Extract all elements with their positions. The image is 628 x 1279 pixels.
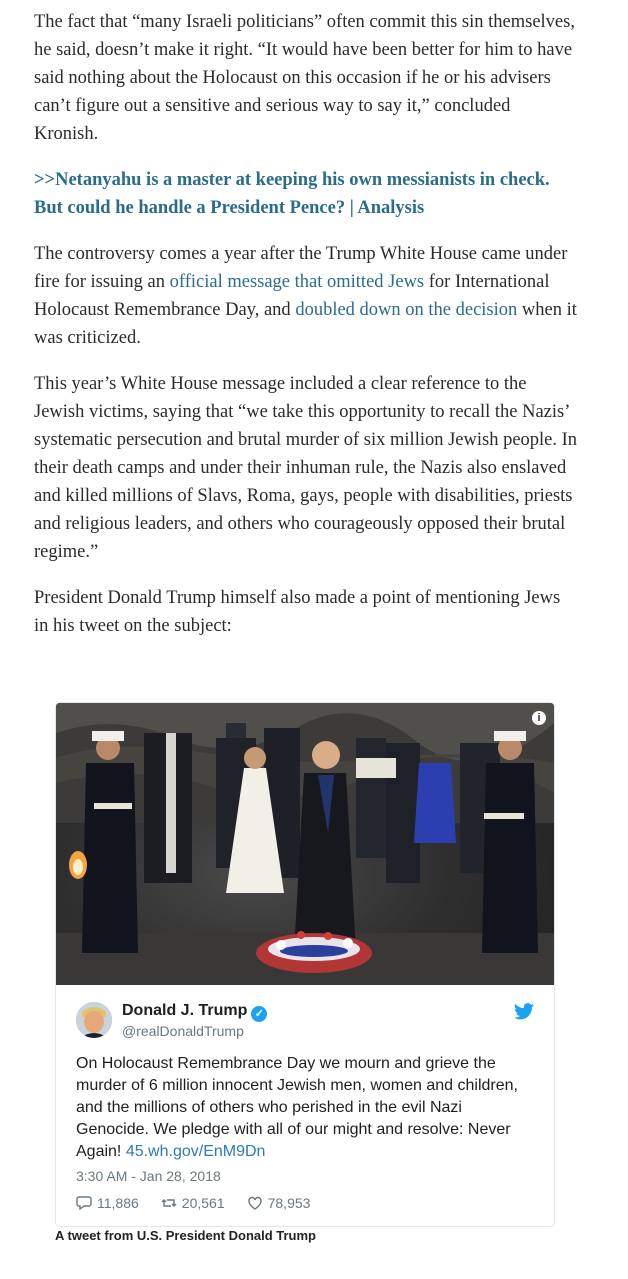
paragraph-text: The controversy comes a year after the Trump White House came under fire for issuing an xyxy=(34,244,568,292)
article-body xyxy=(34,8,579,658)
paragraph-trump-tweet-intro: President Donald Trump himself also made a point of mentioning Jews in his tweet on the subject: xyxy=(34,588,561,636)
paragraph-text: when it was criticized. xyxy=(34,300,577,348)
retweet-icon xyxy=(161,1195,177,1211)
tweet-author-handle[interactable]: @realDonaldTrump xyxy=(122,1023,244,1039)
retweet-count: 20,561 xyxy=(181,1195,225,1211)
avatar-illustration xyxy=(76,1002,112,1038)
avatar[interactable] xyxy=(76,1002,112,1038)
paragraph-kronish: The fact that “many Israeli politicians” often commit this sin themselves, he said, doesn’t make it right. “It would have been better for him to have said nothing about the Holocaust on this occasion if he or his advisers can’t figure out a sensitive and serious way to say it,” concluded Kronish. xyxy=(34,12,575,144)
info-icon[interactable]: i xyxy=(532,711,546,725)
twitter-bird-icon[interactable] xyxy=(514,1003,534,1020)
reply-button[interactable] xyxy=(76,1195,139,1211)
paragraph-white-house-message: This year’s White House message included a clear reference to the Jewish victims, saying that “we take this opportunity to recall the Nazis’ systematic persecution and brutal murder of six million Jewish people. In their death camps and under their inhuman rule, the Nazis also enslaved and killed millions of Slavs, Roma, gays, people with disabilities, priests and religious leaders, and others who courageously opposed their brutal regime.” xyxy=(34,374,578,562)
reply-count: 11,886 xyxy=(97,1195,139,1211)
verified-badge-icon: ✓ xyxy=(251,1006,267,1022)
ceremony-photo-illustration xyxy=(56,703,554,985)
tweet-actions xyxy=(76,1195,310,1211)
author-name-text: Donald J. Trump xyxy=(122,1002,248,1019)
tweet-timestamp[interactable]: 3:30 AM - Jan 28, 2018 xyxy=(76,1168,221,1184)
tweet-text xyxy=(76,1053,536,1163)
reply-icon xyxy=(76,1195,92,1211)
tweet-link[interactable]: 45.wh.gov/EnM9Dn xyxy=(125,1143,266,1160)
tweet-card xyxy=(56,985,554,1226)
paragraph-text: for International Holocaust Remembrance Day, and xyxy=(34,272,550,320)
image-caption: A tweet from U.S. President Donald Trump xyxy=(55,1228,316,1243)
tweet-body: On Holocaust Remembrance Day we mourn and grieve the murder of 6 million innocent Jewish men, women and children, and the millions of others who perished in the evil Nazi Genocide. We pledge with all of our might and resolve: Never Again! xyxy=(76,1055,518,1160)
tweet-author-name[interactable] xyxy=(122,1002,267,1022)
tweet-embed[interactable] xyxy=(55,702,555,1227)
heart-icon xyxy=(247,1195,263,1211)
like-count: 78,953 xyxy=(267,1195,311,1211)
official-message-link[interactable]: official message that omitted Jews xyxy=(169,272,425,292)
related-article-link[interactable]: >>Netanyahu is a master at keeping his own messianists in check. But could he handle a President Pence? | Analysis xyxy=(34,170,550,218)
paragraph-controversy xyxy=(34,240,579,352)
tweet-photo[interactable] xyxy=(56,703,554,985)
doubled-down-link[interactable]: doubled down on the decision xyxy=(295,300,518,320)
retweet-button[interactable] xyxy=(161,1195,225,1211)
like-button[interactable] xyxy=(247,1195,311,1211)
